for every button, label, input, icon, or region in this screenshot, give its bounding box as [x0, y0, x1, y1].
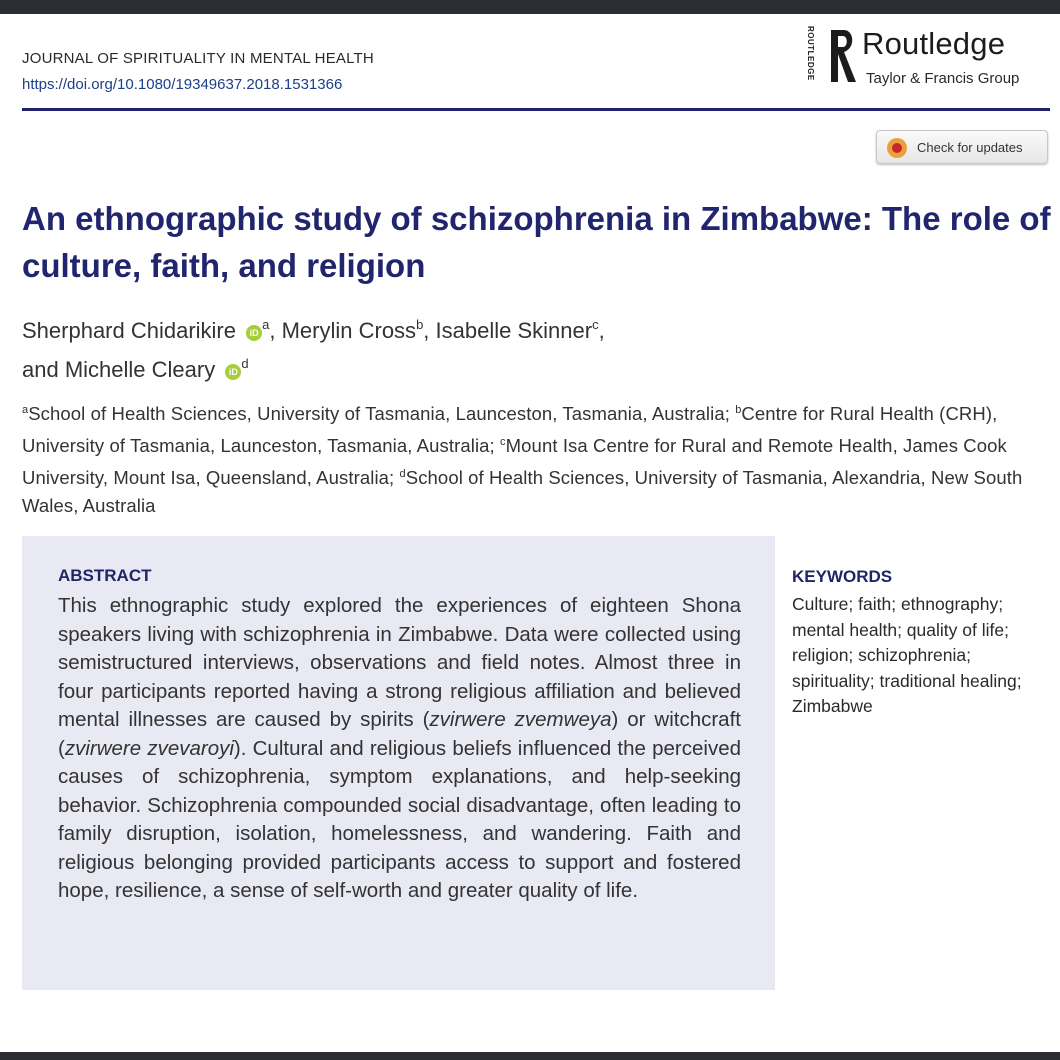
affiliation-mark: d — [399, 468, 406, 480]
author-separator: , — [269, 318, 282, 343]
author-name[interactable]: Merylin Cross — [281, 318, 417, 343]
article-title: An ethnographic study of schizophrenia in Zimbabwe: The role of culture, faith, and religion — [22, 200, 1051, 284]
abstract-segment: ) or witchcraft ( — [58, 708, 741, 760]
abstract-italic-term: zvirwere zvemweya — [429, 708, 612, 731]
publisher-group: Taylor & Francis Group — [866, 70, 1020, 87]
orcid-icon[interactable]: iD — [246, 325, 262, 341]
author-separator: , — [423, 318, 436, 343]
author-conjunction: and — [22, 357, 65, 382]
author-separator: , — [598, 318, 605, 343]
abstract-text — [58, 592, 741, 906]
author-name[interactable]: Michelle Cleary — [64, 357, 216, 382]
keywords-list: Culture; faith; ethnography; mental health; quality of life; religion; schizophrenia; spirituality; traditional healing; Zimbabwe — [792, 594, 1022, 716]
author-list — [22, 308, 1022, 386]
affiliation-text: School of Health Sciences, University of Tasmania, Alexandria, New South Wales, Australia — [22, 467, 1023, 516]
affiliations — [22, 396, 1054, 520]
affiliation-text: Centre for Rural Health (CRH), University of Tasmania, Launceston, Tasmania, Australia; — [22, 403, 998, 456]
author-name[interactable]: Sherphard Chidarikire — [22, 318, 236, 343]
journal-name: JOURNAL OF SPIRITUALITY IN MENTAL HEALTH — [22, 50, 374, 67]
check-for-updates-label: Check for updates — [917, 140, 1023, 155]
abstract-box — [22, 536, 775, 990]
orcid-icon[interactable]: iD — [225, 364, 241, 380]
author-name[interactable]: Isabelle Skinner — [435, 318, 593, 343]
logo-vertical-text: ROUTLEDGE — [806, 26, 815, 81]
affiliation-text: School of Health Sciences, University of Tasmania, Launceston, Tasmania, Australia; — [28, 403, 736, 424]
keywords-heading: KEYWORDS — [792, 567, 893, 586]
affiliation-mark: c — [500, 436, 506, 448]
abstract-italic-term: zvirwere zvevaroyi — [64, 736, 234, 760]
affiliation-mark: b — [735, 404, 742, 416]
abstract-segment: This ethnographic study explored the experiences of eighteen Shona speakers living with schizophrenia in Zimbabwe. Data were collected using semistructured interviews, observations and field notes. Almost three in four participants reported having a strong religious affiliation and believed mental illnesses are caused by spirits ( — [58, 594, 741, 731]
publisher-name: Routledge — [862, 26, 1006, 61]
routledge-r-icon — [828, 24, 860, 90]
abstract-heading: ABSTRACT — [58, 566, 152, 585]
affiliation-mark: a — [22, 404, 29, 416]
affiliation-text: Mount Isa Centre for Rural and Remote Health, James Cook University, Mount Isa, Queensland, Australia; — [22, 435, 1007, 488]
author-affiliation-mark: c — [592, 317, 599, 332]
author-affiliation-mark: d — [241, 356, 249, 371]
crossmark-icon — [887, 138, 907, 158]
check-for-updates-button[interactable] — [876, 130, 1048, 164]
publisher-logo — [800, 24, 1052, 96]
author-affiliation-mark: a — [262, 317, 270, 332]
top-frame-bar — [0, 0, 1060, 14]
header-rule — [22, 108, 1050, 111]
doi-link[interactable]: https://doi.org/10.1080/19349637.2018.1531366 — [22, 76, 343, 93]
bottom-frame-bar — [0, 1052, 1060, 1060]
abstract-segment: ). Cultural and religious beliefs influenced the perceived causes of schizophrenia, symptom explanations, and help-seeking behavior. Schizophrenia compounded social disadvantage, often leading to family disruption, isolation, homelessness, and wandering. Faith and religious belonging provided participants access to support and fostered hope, resilience, a sense of self-worth and greater quality of life. — [58, 736, 741, 902]
author-affiliation-mark: b — [416, 317, 424, 332]
